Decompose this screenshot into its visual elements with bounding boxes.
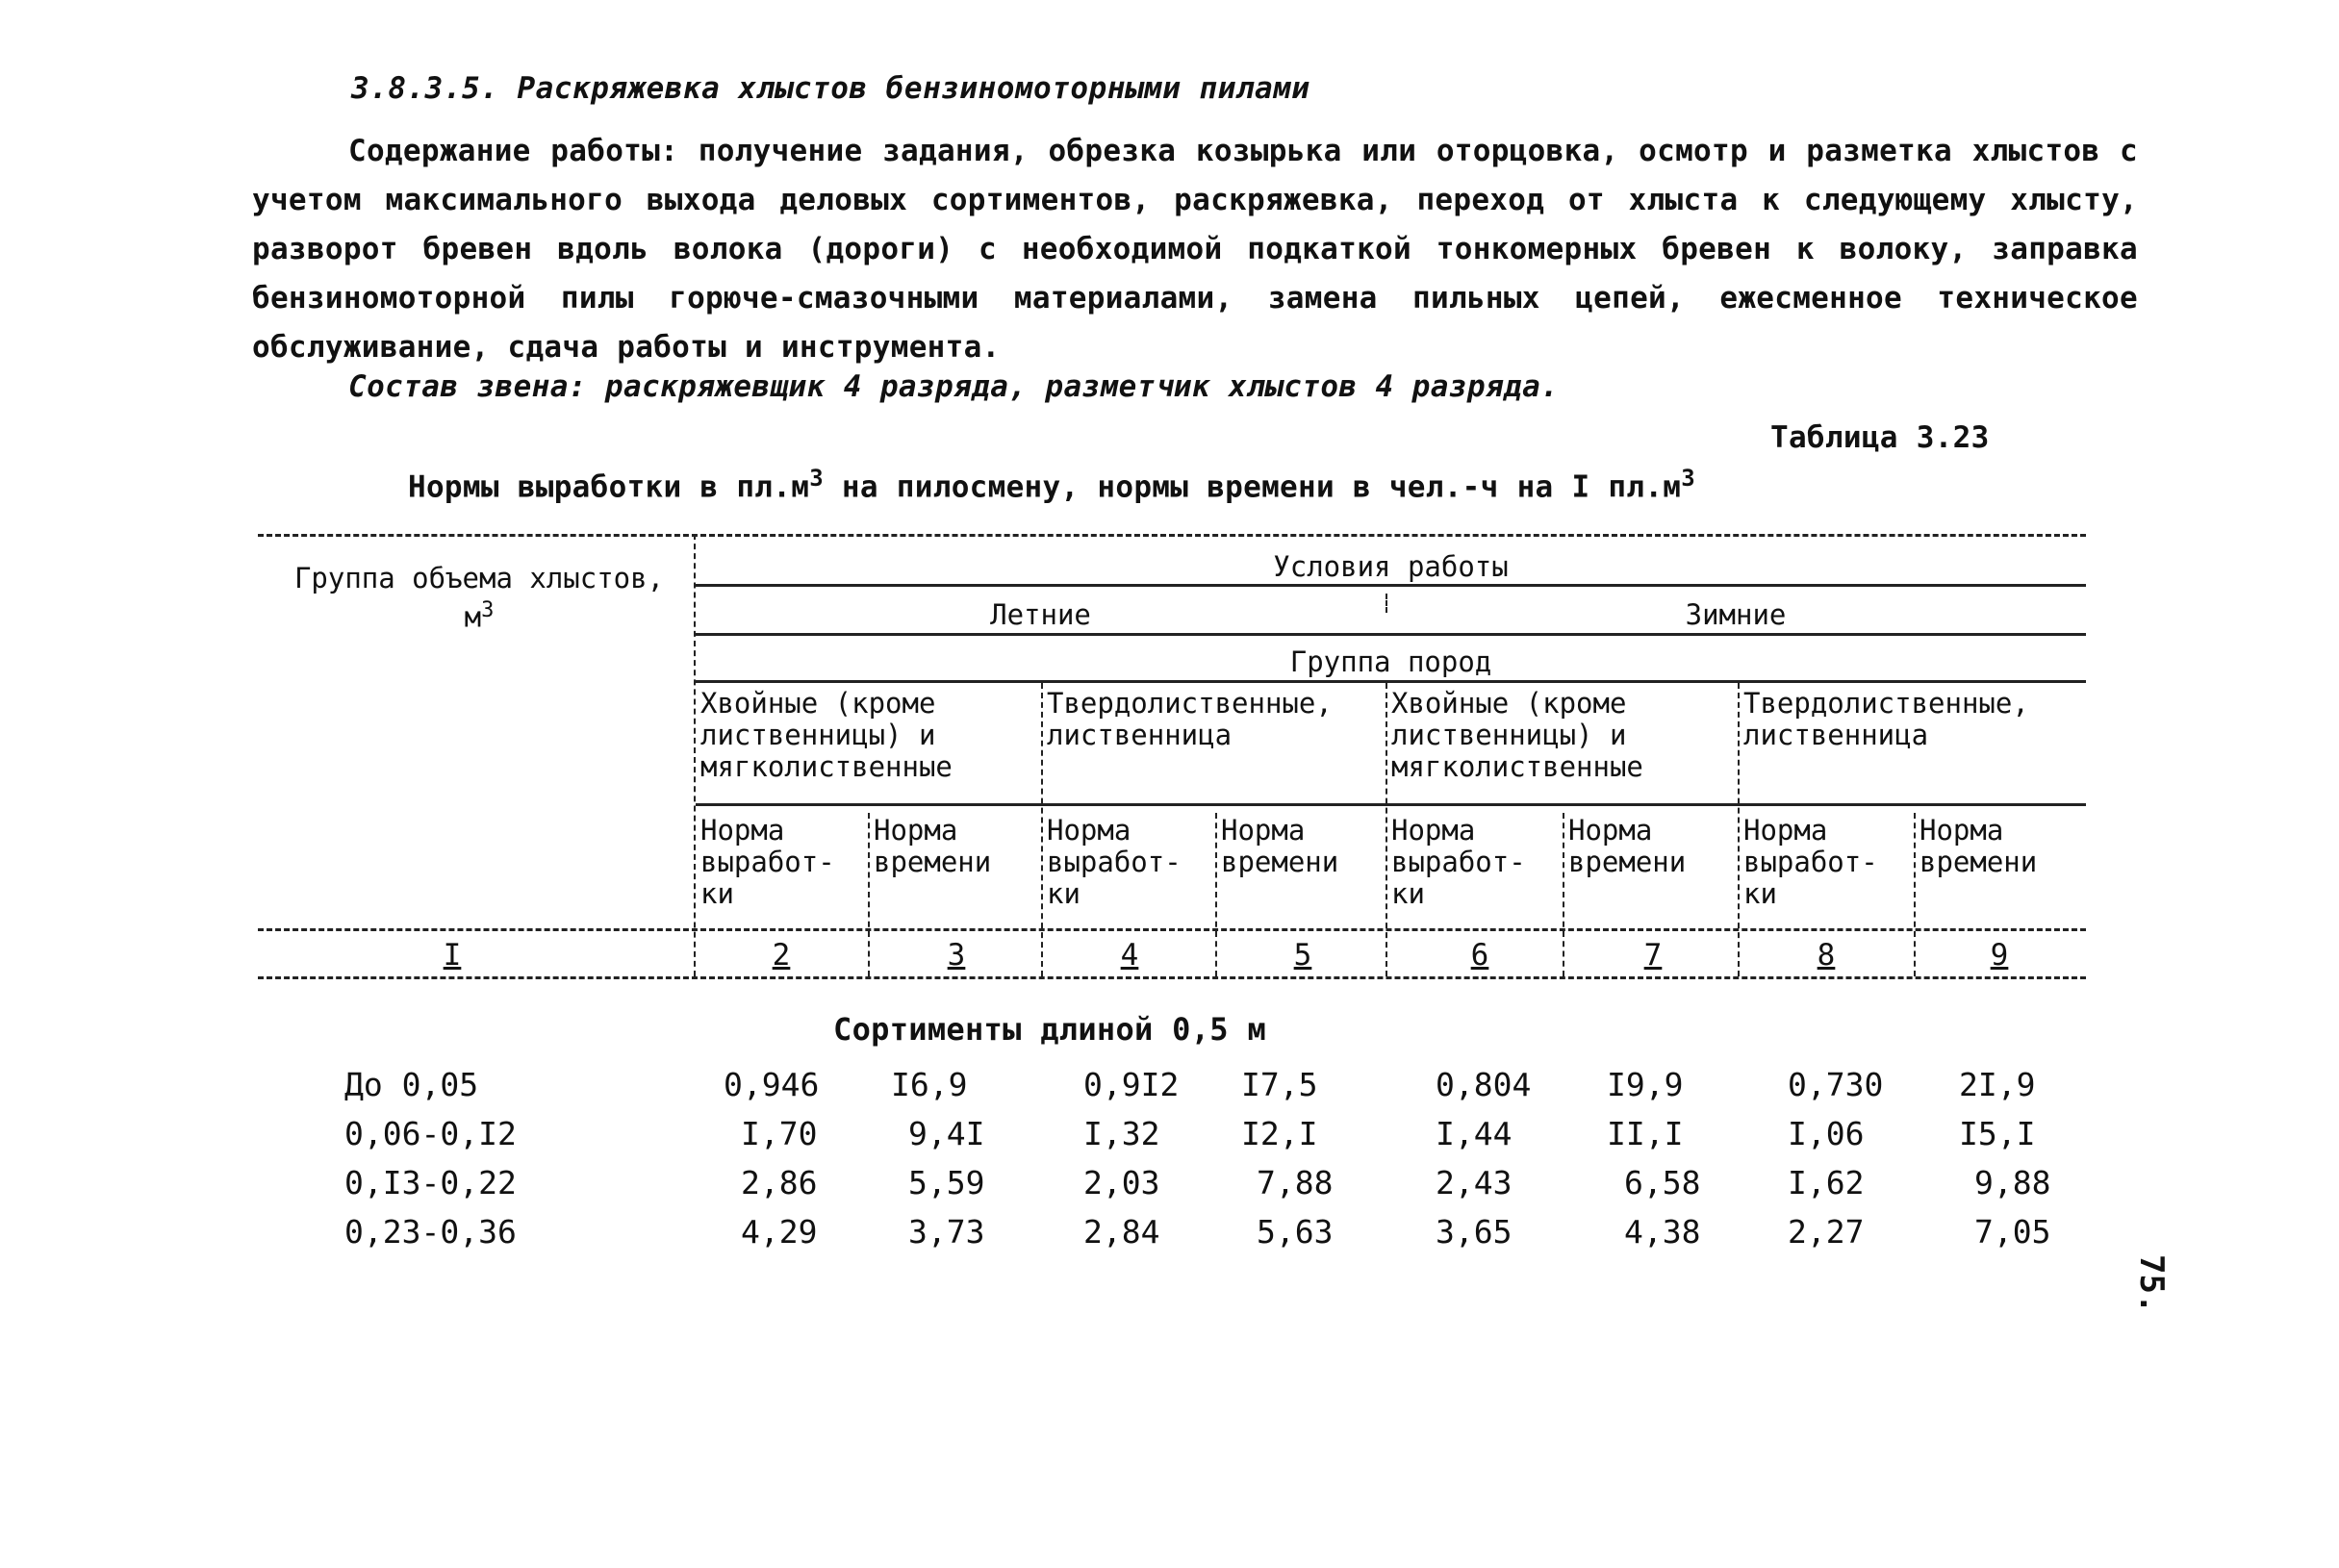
column-number: 8: [1817, 938, 1836, 973]
table-cell: 4,38: [1624, 1213, 1701, 1251]
species-header-2: Твердолиственные, лиственница: [1047, 687, 1333, 751]
page-number: [2132, 1254, 2176, 1341]
section-heading: 3.8.3.5. Раскряжевка хлыстов бензиномоторными пилами: [351, 71, 1310, 106]
table-row: [0, 1213, 2339, 1259]
column-number: I: [443, 938, 462, 973]
table-row: [0, 1066, 2339, 1112]
table-cell: 0,946: [724, 1066, 820, 1103]
table-caption: Нормы выработки в $пл.м^3$ на пилосмену, нормы времени в чел.-ч на I $пл.м^3$: [408, 465, 1695, 505]
column-number: 4: [1120, 938, 1139, 973]
column-number: 3: [947, 938, 966, 973]
table-cell: I,44: [1436, 1115, 1513, 1152]
table-cell: 9,4I: [908, 1115, 985, 1152]
species-header-1: Хвойные (кроме лиственницы) и мягколиственные: [700, 687, 953, 783]
table-row: [0, 1164, 2339, 1210]
table-header-grid: [258, 534, 2086, 991]
table-cell: 0,804: [1436, 1066, 1532, 1103]
species-header-4: Твердолиственные, лиственница: [1743, 687, 2029, 751]
table-cell: I,06: [1788, 1115, 1865, 1152]
norm-time-header-3: Норма времени: [1568, 814, 1687, 878]
summer-header: Летние: [990, 598, 1091, 631]
table-cell: 7,05: [1974, 1213, 2051, 1251]
norm-output-header-1: Норма выработ-ки: [700, 814, 835, 910]
table-cell: 2,03: [1083, 1164, 1160, 1201]
table-cell: 0,9I2: [1083, 1066, 1180, 1103]
table-cell: II,I: [1607, 1115, 1684, 1152]
table-cell: 3,73: [908, 1213, 985, 1251]
group-volume-header: Группа объема хлыстов, $м^3$: [293, 562, 665, 634]
volume-group: До 0,05: [344, 1066, 479, 1103]
table-cell: 9,88: [1974, 1164, 2051, 1201]
table-cell: 4,29: [741, 1213, 818, 1251]
table-cell: 6,58: [1624, 1164, 1701, 1201]
page-number-text: 75.: [2132, 1254, 2171, 1314]
table-cell: 2,86: [741, 1164, 818, 1201]
assortment-subheading: Сортименты длиной 0,5 м: [833, 1011, 1267, 1048]
column-number: 9: [1990, 938, 2009, 973]
table-cell: I7,5: [1241, 1066, 1318, 1103]
table-cell: 2,43: [1436, 1164, 1513, 1201]
table-cell: 2I,9: [1959, 1066, 2036, 1103]
volume-group: 0,06-0,I2: [344, 1115, 517, 1152]
column-number: 2: [772, 938, 791, 973]
norm-time-header-1: Норма времени: [874, 814, 992, 878]
table-cell: 5,63: [1257, 1213, 1334, 1251]
table-cell: 0,730: [1788, 1066, 1884, 1103]
table-cell: I9,9: [1607, 1066, 1684, 1103]
column-number: 7: [1643, 938, 1663, 973]
table-cell: 2,84: [1083, 1213, 1160, 1251]
norm-output-header-4: Норма выработ-ки: [1743, 814, 1878, 910]
norm-time-header-4: Норма времени: [1920, 814, 2038, 878]
volume-group: 0,I3-0,22: [344, 1164, 517, 1201]
table-cell: 5,59: [908, 1164, 985, 1201]
table-cell: I5,I: [1959, 1115, 2036, 1152]
volume-group: 0,23-0,36: [344, 1213, 517, 1251]
column-number: 5: [1293, 938, 1312, 973]
crew-composition: Состав звена: раскряжевщик 4 разряда, разметчик хлыстов 4 разряда.: [348, 369, 1560, 404]
winter-header: Зимние: [1685, 598, 1787, 631]
table-cell: 2,27: [1788, 1213, 1865, 1251]
table-cell: I,62: [1788, 1164, 1865, 1201]
table-cell: I2,I: [1241, 1115, 1318, 1152]
table-cell: I,32: [1083, 1115, 1160, 1152]
table-cell: 7,88: [1257, 1164, 1334, 1201]
norm-time-header-2: Норма времени: [1221, 814, 1339, 878]
column-number: 6: [1470, 938, 1489, 973]
table-cell: I,70: [741, 1115, 818, 1152]
work-content-paragraph: Содержание работы: получение задания, обрезка козырька или оторцовка, осмотр и разметка хлыстов с учетом максимального выхода деловых сортиментов, раскряжевка, переход от хлыста к следующему хлысту, разворот бревен вдоль волока (дороги) с необходимой подкаткой тонкомерных бревен к волоку, заправка бензиномоторной пилы горюче-смазочными материалами, замена пильных цепей, ежесменное техническое обслуживание, сдача работы и инструмента.: [252, 134, 2138, 365]
table-cell: 3,65: [1436, 1213, 1513, 1251]
table-label: Таблица 3.23: [1770, 420, 1990, 455]
work-conditions-header: Условия работы: [1273, 550, 1509, 583]
norm-output-header-3: Норма выработ-ки: [1391, 814, 1526, 910]
species-header-3: Хвойные (кроме лиственницы) и мягколиственные: [1391, 687, 1643, 783]
table-row: [0, 1115, 2339, 1161]
norm-output-header-2: Норма выработ-ки: [1047, 814, 1182, 910]
species-group-header: Группа пород: [1289, 645, 1492, 678]
table-cell: I6,9: [891, 1066, 968, 1103]
